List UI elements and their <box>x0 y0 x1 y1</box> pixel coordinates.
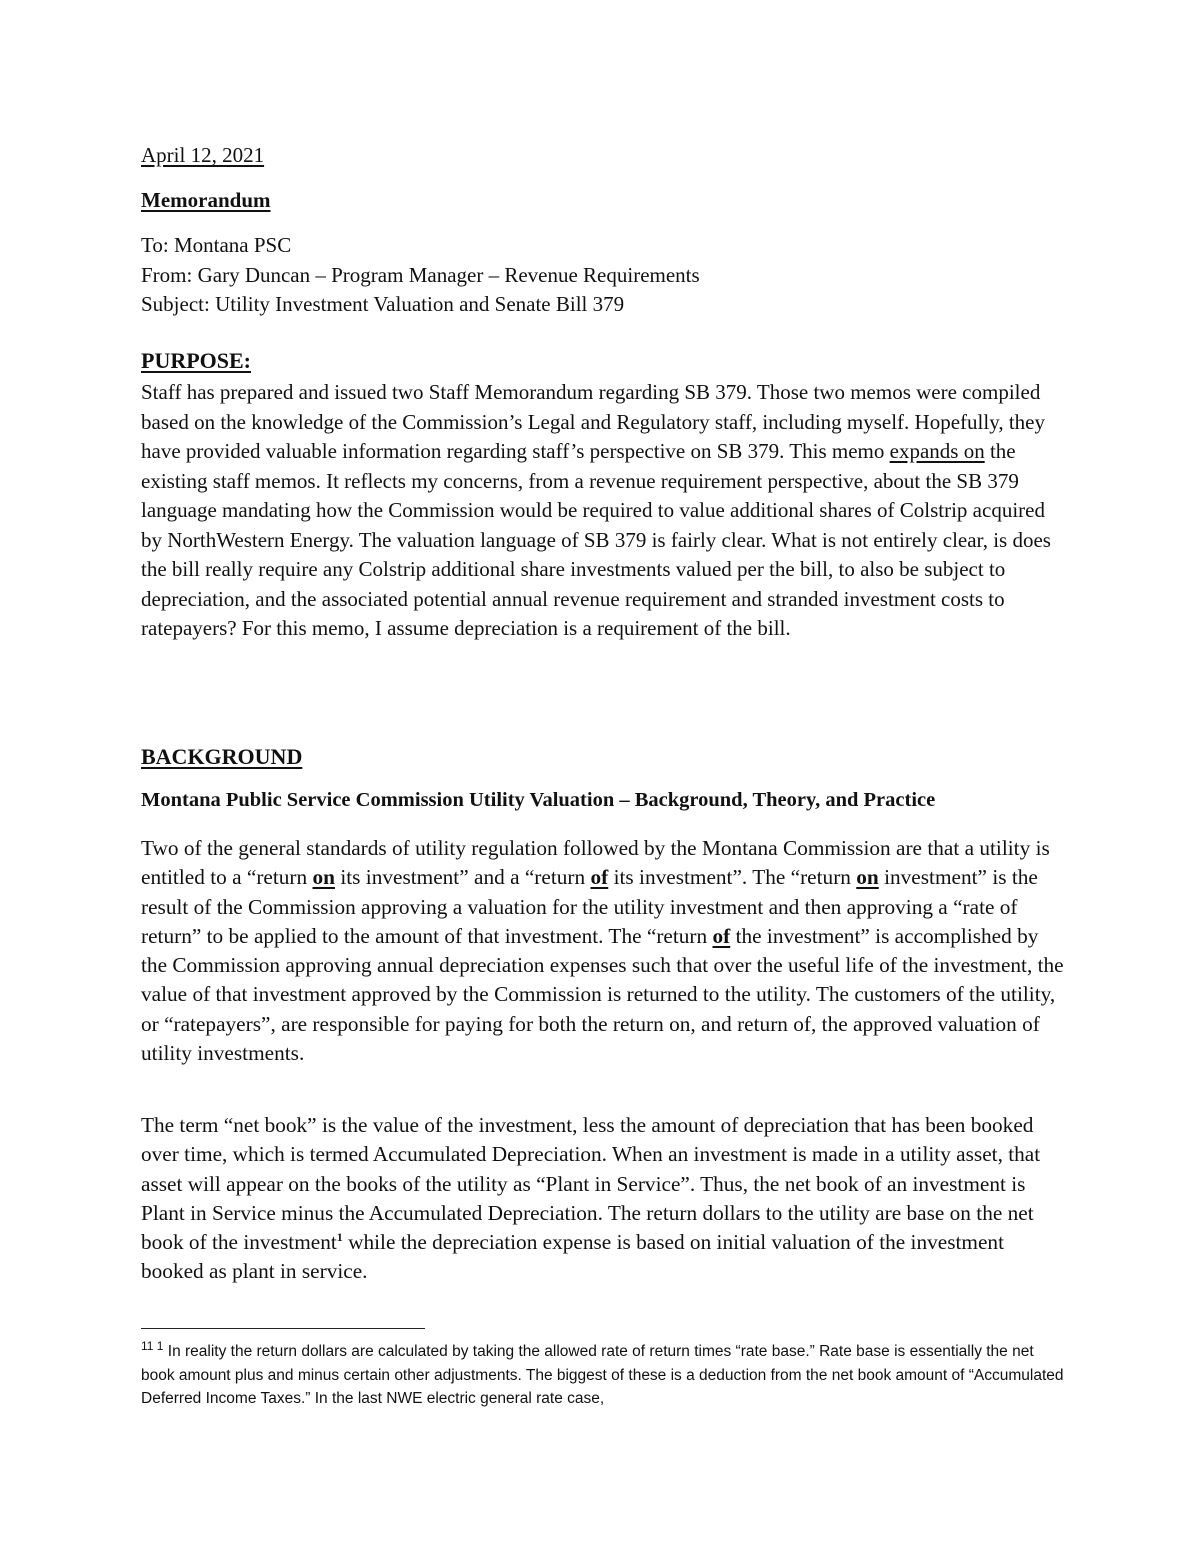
emphasis-of: of <box>712 923 731 948</box>
emphasis-on: on <box>856 865 879 890</box>
footnote-text: In reality the return dollars are calculated by taking the allowed rate of return times “rate base.” Rate base is essentially the net book amount plus and minus certain other adjustments. The biggest of these is a deduction from the net book amount of “Accumulated Deferred Income Taxes.” In the last NWE electric general rate case, <box>141 1343 1064 1407</box>
p1-segment: the investment” is accomplished by the Commission approving annual depreciation expenses such that over the useful life of the investment, the value of that investment approved by the Commission is returned to the utility. The customers of the utility, or “ratepayers”, are responsible for paying for both the return on, and return of, the approved valuation of utility investments. <box>141 923 1064 1066</box>
background-heading: BACKGROUND <box>141 744 303 769</box>
background-subheading: Montana Public Service Commission Utility Valuation – Background, Theory, and Practice <box>141 789 936 811</box>
purpose-text-b: the existing staff memos. It reflects my concerns, from a revenue requirement perspective, about the SB 379 language mandating how the Commission would be required to value additional shares of Colstrip acquired by NorthWestern Energy. The valuation language of SB 379 is fairly clear. What is not entirely clear, is does the bill really require any Colstrip additional share investments valued per the bill, to also be subject to depreciation, and the associated potential annual revenue requirement and stranded investment costs to ratepayers? For this memo, I assume depreciation is a requirement of the bill. <box>141 439 1051 640</box>
purpose-underlined-phrase: expands on <box>889 439 985 463</box>
memo-title: Memorandum <box>141 188 271 212</box>
background-paragraph-2 <box>141 1111 1066 1287</box>
p1-segment: its investment” and a “return <box>340 865 586 890</box>
footnote-marker: 11 1 <box>141 1338 164 1353</box>
emphasis-of: of <box>590 865 609 890</box>
p2-text-a: The term “net book” is the value of the investment, less the amount of depreciation that has been booked over time, which is termed Accumulated Depreciation. When an investment is made in a utility asset, that asset will appear on the books of the utility as “Plant in Service”. Thus, the net book of an investment is Plant in Service minus the Accumulated Depreciation. The return dollars to the utility are base on the net book of the investment <box>141 1113 1041 1255</box>
from-line: From: Gary Duncan – Program Manager – Revenue Requirements <box>141 262 700 287</box>
footnote-divider <box>141 1328 425 1329</box>
purpose-paragraph <box>141 378 1056 644</box>
footnote <box>141 1340 1071 1411</box>
p2-text-b: while the depreciation expense is based on initial valuation of the investment booked as plant in service. <box>141 1230 1004 1284</box>
emphasis-on: on <box>312 865 335 890</box>
p1-segment: Two of the general standards of utility regulation followed by the Montana Commission are that a utility is entitled to a “return <box>141 836 1050 890</box>
memo-date: April 12, 2021 <box>141 143 265 167</box>
to-line: To: Montana PSC <box>141 233 292 257</box>
memo-header <box>141 231 1071 320</box>
background-paragraph-1 <box>141 834 1066 1068</box>
footnote-reference[interactable]: 1 <box>336 1230 343 1245</box>
purpose-text-a: Staff has prepared and issued two Staff Memorandum regarding SB 379. Those two memos were compiled based on the knowledge of the Commission’s Legal and Regulatory staff, including myself. Hopefully, they have provided valuable information regarding staff’s perspective on SB 379. This memo <box>141 380 1045 463</box>
p1-segment: investment” is the result of the Commission approving a valuation for the utility investment and then approving a “rate of return” to be applied to the amount of that investment. The “return <box>141 865 1038 948</box>
purpose-heading: PURPOSE: <box>141 348 251 373</box>
p1-segment: its investment”. The “return <box>613 865 851 890</box>
subject-line: Subject: Utility Investment Valuation and Senate Bill 379 <box>141 292 625 316</box>
